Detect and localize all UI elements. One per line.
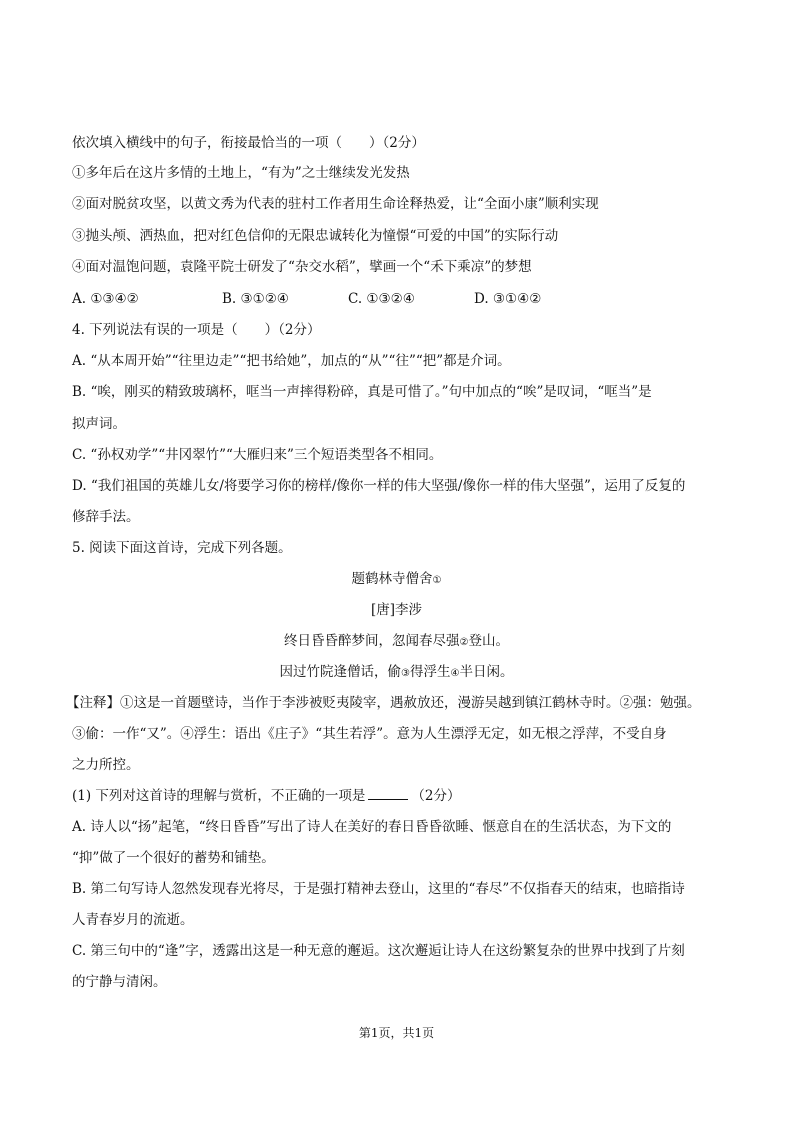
q3-sentence-4: ④面对温饱问题，袁隆平院士研发了“杂交水稻”，擘画一个“禾下乘凉”的梦想 bbox=[72, 259, 532, 275]
q3-stem: 依次填入横线中的句子，衔接最恰当的一项（ ）（2分） bbox=[72, 135, 425, 151]
sub1-option-c-line2: 的宁静与清闲。 bbox=[72, 974, 167, 990]
q3-options bbox=[72, 289, 541, 309]
sub-question-1-stem: (1) 下列对这首诗的理解与赏析，不正确的一项是 bbox=[72, 788, 366, 804]
poem-line-1b: 登山。 bbox=[468, 633, 509, 649]
sub1-option-c-line1: C. 第三句中的“逢”字，透露出这是一种无意的邂逅。这次邂逅让诗人在这纷繁复杂的世界中找到了片刻 bbox=[72, 943, 685, 959]
q3-sentence-1: ①多年后在这片多情的土地上，“有为”之士继续发光发热 bbox=[72, 165, 410, 181]
poem-line-2-note-1: ③ bbox=[401, 668, 410, 679]
answer-blank[interactable] bbox=[368, 786, 408, 800]
sub1-option-a-line2: “抑”做了一个很好的蓄势和铺垫。 bbox=[72, 850, 275, 866]
poem-line-1-note: ② bbox=[459, 637, 469, 648]
sub1-option-a-line1: A. 诗人以“扬”起笔，“终日昏昏”写出了诗人在美好的春日昏昏欲睡、惬意自在的生活状态，为下文的 bbox=[72, 819, 672, 835]
poem-author: [唐]李涉 bbox=[370, 602, 423, 618]
q3-sentence-2: ②面对脱贫攻坚，以黄文秀为代表的驻村工作者用生命诠释热爱，让“全面小康”顺利实现 bbox=[72, 196, 599, 212]
q4-stem: 4. 下列说法有误的一项是（ ）（2分） bbox=[72, 322, 321, 338]
poem-title-text: 题鹤林寺僧舍 bbox=[351, 571, 433, 587]
q4-option-a: A. “从本周开始”“往里边走”“把书给她”，加点的“从”“往”“把”都是介词。 bbox=[72, 353, 511, 369]
q4-option-d-line1: D. “我们祖国的英雄儿女/将要学习你的榜样/像你一样的伟大坚强/像你一样的伟大坚强”，运用了反复的 bbox=[72, 478, 686, 494]
poem-title bbox=[0, 569, 793, 591]
poem-line-1a: 终日昏昏醉梦间，忽闻春尽强 bbox=[284, 633, 460, 649]
q3-option-d: D. ③①④② bbox=[474, 291, 542, 307]
q4-option-b-line2: 拟声词。 bbox=[72, 416, 126, 432]
annotation-line-2: ③偷：一作“又”。④浮生：语出《庄子》“其生若浮”。意为人生漂浮无定，如无根之浮萍，不受自身 bbox=[72, 726, 667, 742]
annotation-line-3: 之力所控。 bbox=[72, 757, 140, 773]
poem-line-2 bbox=[0, 662, 793, 684]
q3-sentence-3: ③抛头颅、洒热血，把对红色信仰的无限忠诚转化为憧憬“可爱的中国”的实际行动 bbox=[72, 228, 559, 244]
sub-question-1 bbox=[72, 786, 461, 806]
q4-option-d-line2: 修辞手法。 bbox=[72, 509, 140, 525]
q5-stem: 5. 阅读下面这首诗，完成下列各题。 bbox=[72, 540, 292, 556]
poem-line-2a: 因过竹院逢僧话，偷 bbox=[279, 664, 402, 680]
poem-line-2c: 半日闲。 bbox=[459, 664, 514, 680]
q4-option-c: C. “孙权劝学”“井冈翠竹”“大雁归来”三个短语类型各不相同。 bbox=[72, 447, 443, 463]
sub1-option-b-line1: B. 第二句写诗人忽然发现春光将尽，于是强打精神去登山，这里的“春尽”不仅指春天的结束，也暗指诗 bbox=[72, 881, 685, 897]
page-footer: 第1页，共1页 bbox=[358, 1026, 435, 1040]
poem-line-2b: 得浮生 bbox=[410, 664, 451, 680]
sub1-option-b-line2: 人青春岁月的流逝。 bbox=[72, 912, 194, 928]
poem-line-1 bbox=[0, 631, 793, 653]
poem-line-2-note-2: ④ bbox=[450, 668, 460, 679]
sub-question-1-score: （2分） bbox=[411, 788, 461, 804]
poem-title-note-marker: ① bbox=[432, 575, 442, 586]
q3-option-b: B. ③①②④ bbox=[222, 291, 289, 307]
q3-option-c: C. ①③②④ bbox=[348, 291, 415, 307]
q4-option-b-line1: B. “唉，刚买的精致玻璃杯，哐当一声摔得粉碎，真是可惜了。”句中加点的“唉”是叹词，“哐当”是 bbox=[72, 384, 652, 400]
q3-option-a: A. ①③④② bbox=[72, 291, 139, 307]
annotation-line-1: 【注释】①这是一首题壁诗，当作于李涉被贬夷陵宰，遇赦放还，漫游吴越到镇江鹤林寺时。②强：勉强。 bbox=[66, 695, 701, 711]
